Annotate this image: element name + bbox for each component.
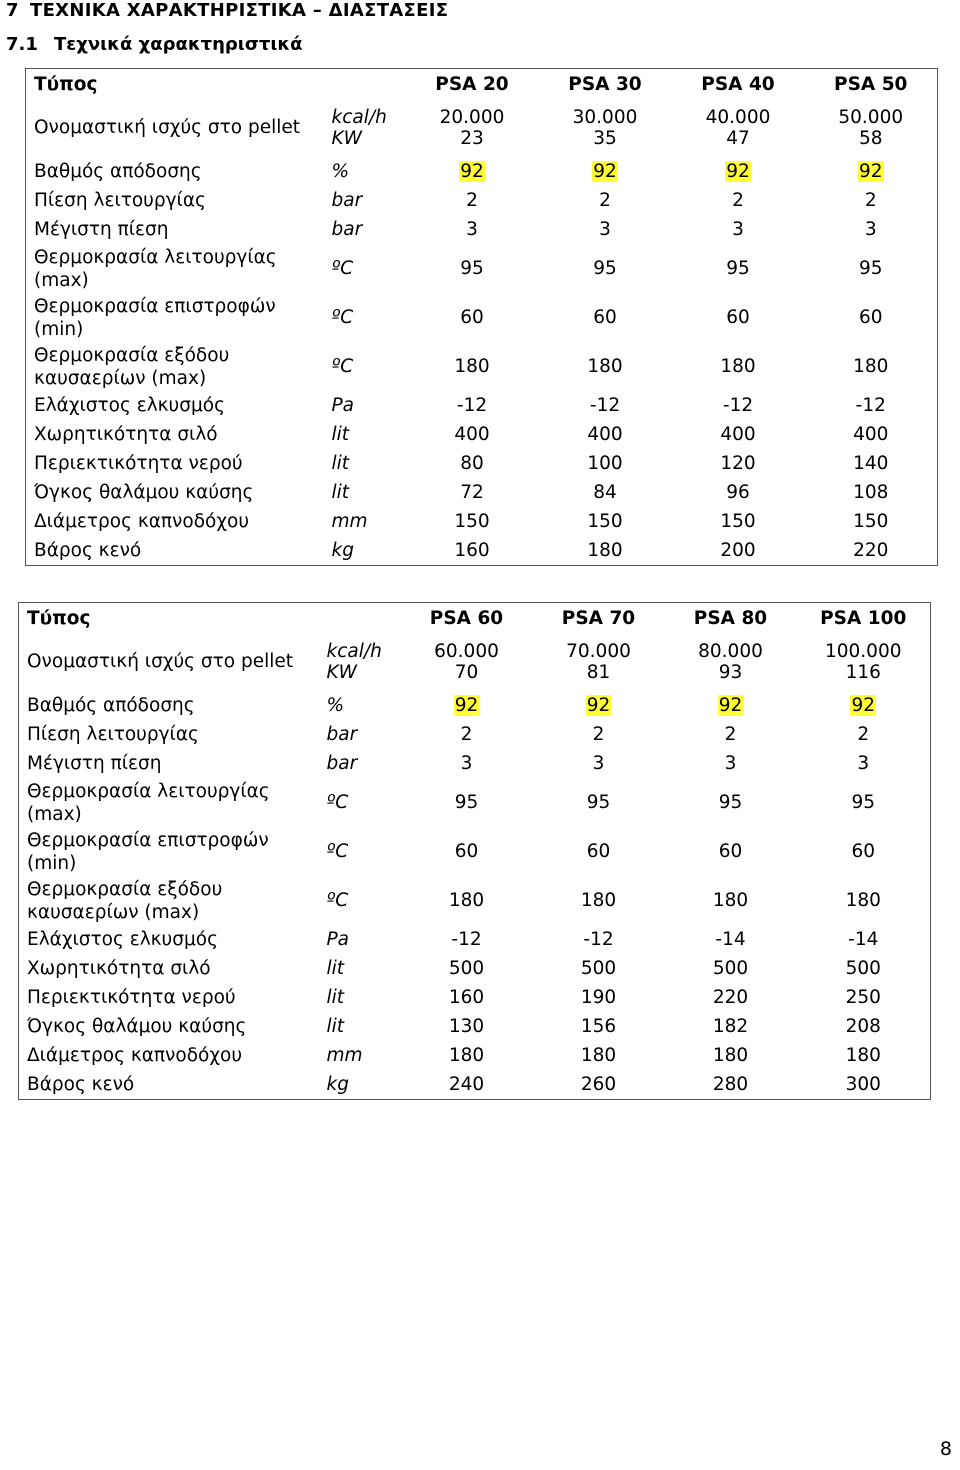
row-return-temp (26, 293, 938, 342)
value-cell: 60 (454, 841, 479, 862)
value-cell (406, 157, 539, 186)
silo-capacity-label: Χωρητικότητα σιλό (27, 958, 211, 979)
value-cell: 180 (720, 356, 756, 377)
row-nominal-power-kcal (19, 633, 931, 662)
highlighted-value: 92 (858, 161, 883, 182)
value-cell: 60.000 (434, 641, 499, 662)
value-cell: 400 (853, 424, 889, 445)
value-cell: 70.000 (566, 641, 631, 662)
value-cell: 156 (580, 1016, 617, 1037)
unit-bar: bar (331, 219, 363, 240)
water-content-label: Περιεκτικότητα νερού (27, 987, 236, 1008)
value-cell: 140 (853, 453, 889, 474)
value-cell: 95 (858, 258, 883, 279)
value-cell: 35 (593, 128, 617, 149)
header-spacer (326, 69, 406, 100)
unit-mm: mm (331, 511, 368, 532)
value-cell: 250 (845, 987, 881, 1008)
unit-degc: ºC (326, 890, 349, 911)
row-min-draft (19, 925, 931, 954)
value-cell: 2 (466, 190, 478, 211)
value-cell: 180 (712, 1045, 749, 1066)
row-return-temp (19, 827, 931, 876)
silo-capacity-label: Χωρητικότητα σιλό (34, 424, 218, 445)
unit-kw: KW (326, 662, 357, 683)
value-cell: 220 (853, 540, 889, 561)
value-cell: 160 (454, 540, 490, 561)
chimney-diameter-label: Διάμετρος καπνοδόχου (27, 1045, 243, 1066)
min-draft-label: Ελάχιστος ελκυσμός (27, 929, 218, 950)
operating-temp-label: Θερμοκρασία λειτουργίας (max) (27, 780, 270, 825)
value-cell (533, 691, 665, 720)
model-name: PSA 50 (834, 73, 908, 95)
value-cell: 60 (858, 307, 883, 328)
value-cell: 120 (720, 453, 756, 474)
highlighted-value: 92 (851, 695, 876, 716)
subsection-title: Τεχνικά χαρακτηριστικά (54, 34, 303, 55)
unit-kcal: kcal/h (331, 107, 387, 128)
value-cell: 20.000 (439, 107, 505, 128)
value-cell: 100.000 (824, 641, 902, 662)
value-cell: 260 (580, 1074, 617, 1095)
row-water-content (19, 983, 931, 1012)
chimney-diameter-label: Διάμετρος καπνοδόχου (34, 511, 250, 532)
value-cell: 500 (448, 958, 485, 979)
row-silo-capacity (26, 420, 938, 449)
efficiency-label: Βαθμός απόδοσης (34, 161, 202, 182)
unit-kg: kg (331, 540, 354, 561)
value-cell: 180 (580, 890, 617, 911)
unit-kcal: kcal/h (326, 641, 382, 662)
value-cell: 100 (587, 453, 623, 474)
value-cell: 108 (853, 482, 889, 503)
value-cell: 300 (845, 1074, 881, 1095)
max-pressure-label: Μέγιστη πίεση (27, 753, 162, 774)
highlighted-value: 92 (460, 161, 484, 182)
row-operating-temp (26, 244, 938, 293)
return-temp-label: Θερμοκρασία επιστροφών (min) (27, 829, 269, 874)
value-cell: 220 (712, 987, 749, 1008)
value-cell: 95 (460, 258, 484, 279)
section-title: ΤΕΧΝΙΚΑ ΧΑΡΑΚΤΗΡΙΣΤΙΚΑ – ΔΙΑΣΤΑΣΕΙΣ (30, 0, 449, 21)
value-cell: 180 (448, 1045, 485, 1066)
value-cell: 80.000 (698, 641, 763, 662)
value-cell: 3 (592, 753, 605, 774)
operating-pressure-label: Πίεση λειτουργίας (27, 724, 199, 745)
header-row (19, 603, 931, 634)
operating-temp-label: Θερμοκρασία λειτουργίας (max) (34, 246, 277, 291)
section-heading (6, 0, 448, 22)
value-cell: 240 (448, 1074, 485, 1095)
value-cell (797, 691, 931, 720)
value-cell: 180 (587, 540, 623, 561)
value-cell: 2 (460, 724, 473, 745)
value-cell (665, 691, 797, 720)
row-silo-capacity (19, 954, 931, 983)
value-cell: 400 (720, 424, 756, 445)
value-cell: 150 (587, 511, 623, 532)
value-cell (805, 157, 938, 186)
row-empty-weight (19, 1070, 931, 1100)
value-cell: 95 (718, 792, 743, 813)
value-cell: 500 (845, 958, 881, 979)
value-cell: 95 (851, 792, 876, 813)
value-cell: 180 (853, 356, 889, 377)
chamber-volume-label: Όγκος θαλάμου καύσης (27, 1016, 247, 1037)
row-chimney-diameter (26, 507, 938, 536)
value-cell: 160 (448, 987, 485, 1008)
value-cell: 60 (586, 841, 611, 862)
type-label: Τύπος (34, 73, 98, 95)
unit-degc: ºC (326, 792, 349, 813)
row-flue-temp (19, 876, 931, 925)
value-cell: -12 (722, 395, 754, 416)
highlighted-value: 92 (454, 695, 479, 716)
value-cell: 72 (460, 482, 484, 503)
flue-temp-label: Θερμοκρασία εξόδου καυσαερίων (max) (34, 344, 230, 389)
water-content-label: Περιεκτικότητα νερού (34, 453, 243, 474)
row-nominal-power-kcal (26, 99, 938, 128)
value-cell: 180 (712, 890, 749, 911)
unit-bar: bar (331, 190, 363, 211)
value-cell: 95 (586, 792, 611, 813)
value-cell: 96 (726, 482, 750, 503)
value-cell: 80 (460, 453, 484, 474)
value-cell: 208 (845, 1016, 881, 1037)
unit-degc: ºC (326, 841, 349, 862)
value-cell: 3 (857, 753, 870, 774)
value-cell: 130 (448, 1016, 485, 1037)
value-cell: -12 (451, 929, 482, 950)
value-cell: 81 (586, 662, 611, 683)
value-cell: 95 (454, 792, 479, 813)
value-cell: 182 (712, 1016, 749, 1037)
highlighted-value: 92 (593, 161, 617, 182)
model-name: PSA 20 (435, 73, 509, 95)
value-cell: 60 (460, 307, 484, 328)
unit-lit: lit (326, 1016, 345, 1037)
value-cell: 190 (580, 987, 617, 1008)
value-cell: -14 (715, 929, 746, 950)
unit-percent: % (326, 695, 345, 716)
unit-mm: mm (326, 1045, 363, 1066)
model-name: PSA 100 (820, 607, 907, 629)
value-cell: 500 (712, 958, 749, 979)
unit-degc: ºC (331, 258, 354, 279)
value-cell (672, 157, 805, 186)
unit-kg: kg (326, 1074, 349, 1095)
row-flue-temp (26, 342, 938, 391)
empty-weight-label: Βάρος κενό (34, 540, 142, 561)
model-name: PSA 60 (429, 607, 504, 629)
unit-pa: Pa (331, 395, 354, 416)
unit-bar: bar (326, 724, 358, 745)
value-cell: 2 (732, 190, 744, 211)
row-operating-pressure (19, 720, 931, 749)
highlighted-value: 92 (718, 695, 743, 716)
unit-lit: lit (331, 482, 350, 503)
value-cell: 93 (718, 662, 743, 683)
value-cell: 95 (593, 258, 617, 279)
value-cell: 500 (580, 958, 617, 979)
row-efficiency (26, 157, 938, 186)
row-empty-weight (26, 536, 938, 566)
model-name: PSA 80 (693, 607, 768, 629)
value-cell: 40.000 (705, 107, 771, 128)
unit-pa: Pa (326, 929, 349, 950)
value-cell: 3 (460, 753, 473, 774)
value-cell: -12 (456, 395, 488, 416)
type-label: Τύπος (27, 607, 91, 629)
value-cell: 2 (599, 190, 611, 211)
unit-degc: ºC (331, 356, 354, 377)
flue-temp-label: Θερμοκρασία εξόδου καυσαερίων (max) (27, 878, 223, 923)
value-cell: 3 (599, 219, 611, 240)
row-operating-temp (19, 778, 931, 827)
value-cell: 180 (454, 356, 490, 377)
value-cell: 400 (454, 424, 490, 445)
row-operating-pressure (26, 186, 938, 215)
value-cell: 60 (593, 307, 617, 328)
value-cell: 84 (593, 482, 617, 503)
row-min-draft (26, 391, 938, 420)
nominal-power-label: Ονομαστική ισχύς στο pellet (27, 651, 294, 672)
value-cell: 70 (454, 662, 479, 683)
value-cell: 150 (853, 511, 889, 532)
value-cell: 23 (460, 128, 484, 149)
model-name: PSA 40 (701, 73, 775, 95)
min-draft-label: Ελάχιστος ελκυσμός (34, 395, 225, 416)
max-pressure-label: Μέγιστη πίεση (34, 219, 169, 240)
value-cell: 2 (592, 724, 605, 745)
value-cell: 60 (718, 841, 743, 862)
value-cell: 116 (845, 662, 881, 683)
spec-table-psa60-100 (18, 602, 931, 1100)
value-cell (401, 691, 533, 720)
value-cell: 180 (448, 890, 485, 911)
value-cell: 2 (864, 190, 877, 211)
value-cell: 58 (858, 128, 883, 149)
chamber-volume-label: Όγκος θαλάμου καύσης (34, 482, 254, 503)
row-efficiency (19, 691, 931, 720)
unit-lit: lit (331, 453, 350, 474)
row-max-pressure (26, 215, 938, 244)
value-cell: -12 (583, 929, 614, 950)
subsection-heading (6, 34, 303, 56)
unit-percent: % (331, 161, 350, 182)
value-cell: 2 (857, 724, 870, 745)
value-cell: 180 (845, 1045, 881, 1066)
value-cell: 180 (845, 890, 881, 911)
value-cell: -12 (589, 395, 621, 416)
value-cell: 3 (864, 219, 877, 240)
empty-weight-label: Βάρος κενό (27, 1074, 135, 1095)
value-cell: 95 (726, 258, 750, 279)
highlighted-value: 92 (726, 161, 750, 182)
value-cell: 3 (724, 753, 737, 774)
value-cell: 60 (726, 307, 750, 328)
return-temp-label: Θερμοκρασία επιστροφών (min) (34, 295, 276, 340)
value-cell: 150 (720, 511, 756, 532)
row-chamber-volume (26, 478, 938, 507)
operating-pressure-label: Πίεση λειτουργίας (34, 190, 206, 211)
value-cell: 30.000 (572, 107, 638, 128)
value-cell: 280 (712, 1074, 749, 1095)
section-number: 7 (6, 0, 19, 21)
header-row (26, 69, 938, 100)
value-cell: 180 (580, 1045, 617, 1066)
row-max-pressure (19, 749, 931, 778)
value-cell: 180 (587, 356, 623, 377)
nominal-power-label: Ονομαστική ισχύς στο pellet (34, 117, 301, 138)
row-water-content (26, 449, 938, 478)
spec-table-psa20-50 (25, 68, 938, 566)
row-chimney-diameter (19, 1041, 931, 1070)
value-cell: 47 (726, 128, 750, 149)
row-chamber-volume (19, 1012, 931, 1041)
unit-kw: KW (331, 128, 362, 149)
unit-lit: lit (326, 958, 345, 979)
subsection-number: 7.1 (6, 34, 38, 55)
value-cell: 400 (587, 424, 623, 445)
value-cell: 3 (466, 219, 478, 240)
value-cell (539, 157, 672, 186)
value-cell: 2 (724, 724, 737, 745)
page-number: 8 (939, 1438, 952, 1460)
unit-bar: bar (326, 753, 358, 774)
value-cell: 3 (732, 219, 744, 240)
model-name: PSA 30 (568, 73, 642, 95)
unit-degc: ºC (331, 307, 354, 328)
value-cell: 60 (851, 841, 876, 862)
value-cell: 200 (720, 540, 756, 561)
efficiency-label: Βαθμός απόδοσης (27, 695, 195, 716)
model-name: PSA 70 (561, 607, 636, 629)
value-cell: -14 (848, 929, 879, 950)
value-cell: -12 (855, 395, 886, 416)
value-cell: 150 (454, 511, 490, 532)
value-cell: 50.000 (838, 107, 904, 128)
highlighted-value: 92 (586, 695, 611, 716)
header-spacer (321, 603, 401, 634)
unit-lit: lit (326, 987, 345, 1008)
unit-lit: lit (331, 424, 350, 445)
